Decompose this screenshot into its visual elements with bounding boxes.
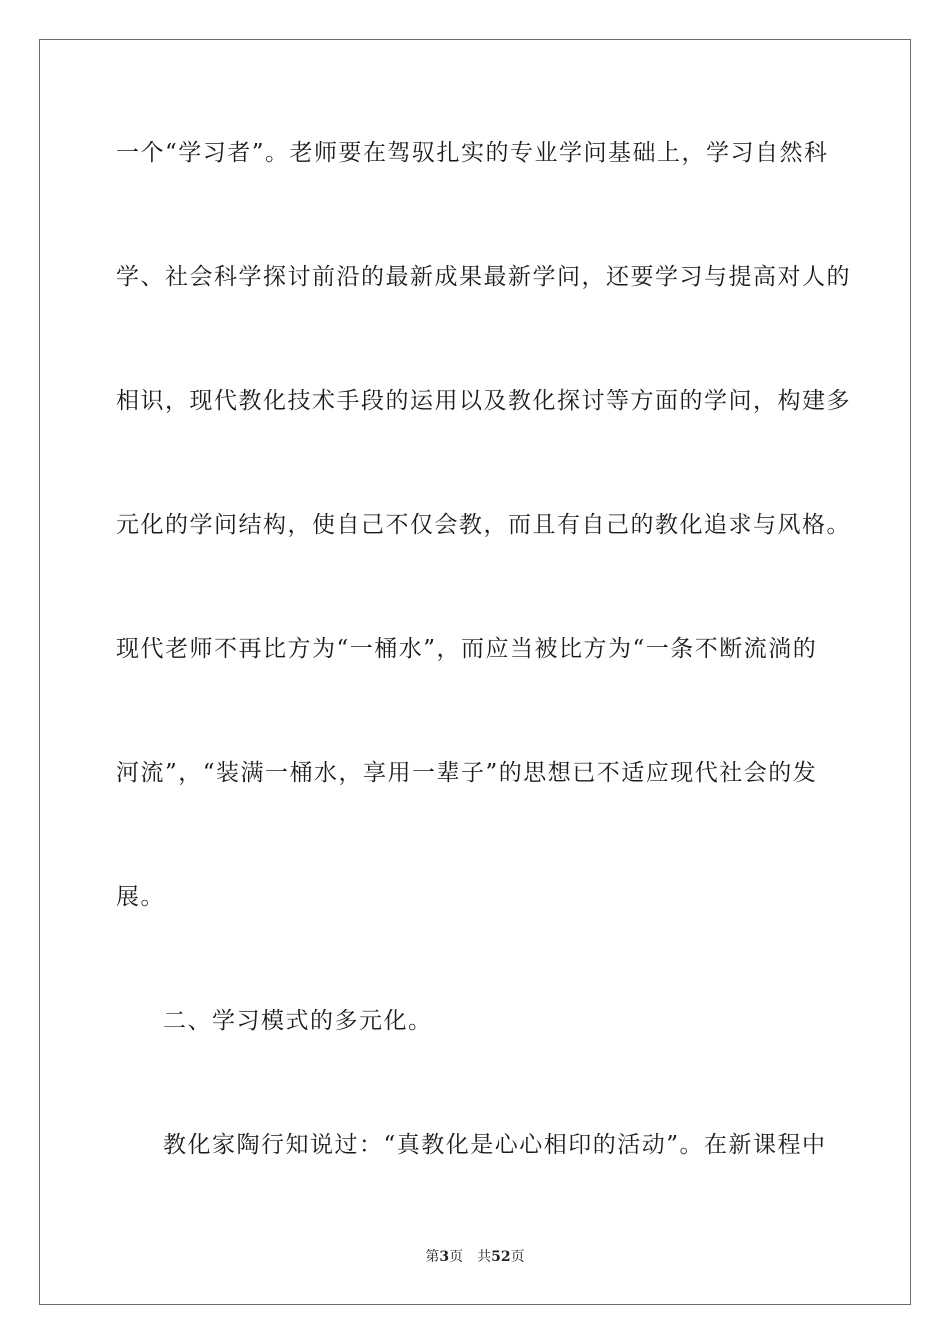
page-border (39, 39, 911, 1305)
body-text-line-7: 展。 (116, 884, 165, 910)
body-text-line-4: 元化的学问结构，使自己不仅会教，而且有自己的教化追求与风格。 (116, 512, 851, 538)
body-text-line-9: 教化家陶行知说过：“真教化是心心相印的活动”。在新课程中 (163, 1132, 827, 1158)
total-page-number: 52 (491, 1249, 511, 1265)
section-heading: 二、学习模式的多元化。 (163, 1008, 433, 1034)
body-text-line-1: 一个“学习者”。老师要在驾驭扎实的专业学问基础上，学习自然科 (116, 140, 829, 166)
page-prefix: 第 (425, 1249, 440, 1265)
body-text-line-5: 现代老师不再比方为“一桶水”，而应当被比方为“一条不断流淌的 (116, 636, 818, 662)
body-text-line-3: 相识，现代教化技术手段的运用以及教化探讨等方面的学问，构建多 (116, 388, 851, 414)
body-text-line-2: 学、社会科学探讨前沿的最新成果最新学问，还要学习与提高对人的 (116, 264, 851, 290)
total-prefix: 共 (477, 1249, 492, 1265)
total-suffix: 页 (510, 1249, 525, 1265)
current-page-number: 3 (439, 1249, 450, 1265)
body-text-line-6: 河流”，“装满一桶水，享用一辈子”的思想已不适应现代社会的发 (116, 760, 818, 786)
page-footer (0, 1248, 950, 1266)
page-suffix: 页 (449, 1249, 464, 1265)
